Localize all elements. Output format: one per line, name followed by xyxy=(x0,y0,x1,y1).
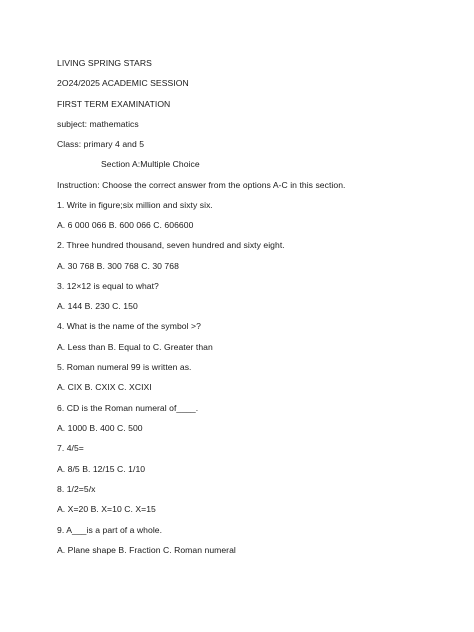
question-5-options: A. CIX B. CXIX C. XCIXI xyxy=(57,382,152,392)
question-9-options: A. Plane shape B. Fraction C. Roman numeral xyxy=(57,545,236,555)
question-6: 6. CD is the Roman numeral of____. xyxy=(57,403,199,413)
question-8-options: A. X=20 B. X=10 C. X=15 xyxy=(57,504,156,514)
question-9: 9. A___is a part of a whole. xyxy=(57,525,163,535)
question-6-options: A. 1000 B. 400 C. 500 xyxy=(57,423,143,433)
section-title: Section A:Multiple Choice xyxy=(101,159,200,169)
subject-line: subject: mathematics xyxy=(57,119,139,129)
instruction: Instruction: Choose the correct answer from the options A-C in this section. xyxy=(57,180,346,190)
school-name: LIVING SPRING STARS xyxy=(57,58,152,68)
question-8: 8. 1/2=5/x xyxy=(57,484,96,494)
question-7: 7. 4/5= xyxy=(57,443,84,453)
exam-title: FIRST TERM EXAMINATION xyxy=(57,99,171,109)
question-7-options: A. 8/5 B. 12/15 C. 1/10 xyxy=(57,464,146,474)
class-line: Class: primary 4 and 5 xyxy=(57,139,145,149)
question-3: 3. 12×12 is equal to what? xyxy=(57,281,159,291)
question-1-options: A. 6 000 066 B. 600 066 C. 606600 xyxy=(57,220,194,230)
question-4-options: A. Less than B. Equal to C. Greater than xyxy=(57,342,213,352)
question-4: 4. What is the name of the symbol >? xyxy=(57,321,201,331)
academic-session: 2O24/2025 ACADEMIC SESSION xyxy=(57,78,189,88)
question-5: 5. Roman numeral 99 is written as. xyxy=(57,362,192,372)
question-1: 1. Write in figure;six million and sixty six. xyxy=(57,200,213,210)
question-2-options: A. 30 768 B. 300 768 C. 30 768 xyxy=(57,261,179,271)
question-3-options: A. 144 B. 230 C. 150 xyxy=(57,301,138,311)
question-2: 2. Three hundred thousand, seven hundred and sixty eight. xyxy=(57,240,285,250)
